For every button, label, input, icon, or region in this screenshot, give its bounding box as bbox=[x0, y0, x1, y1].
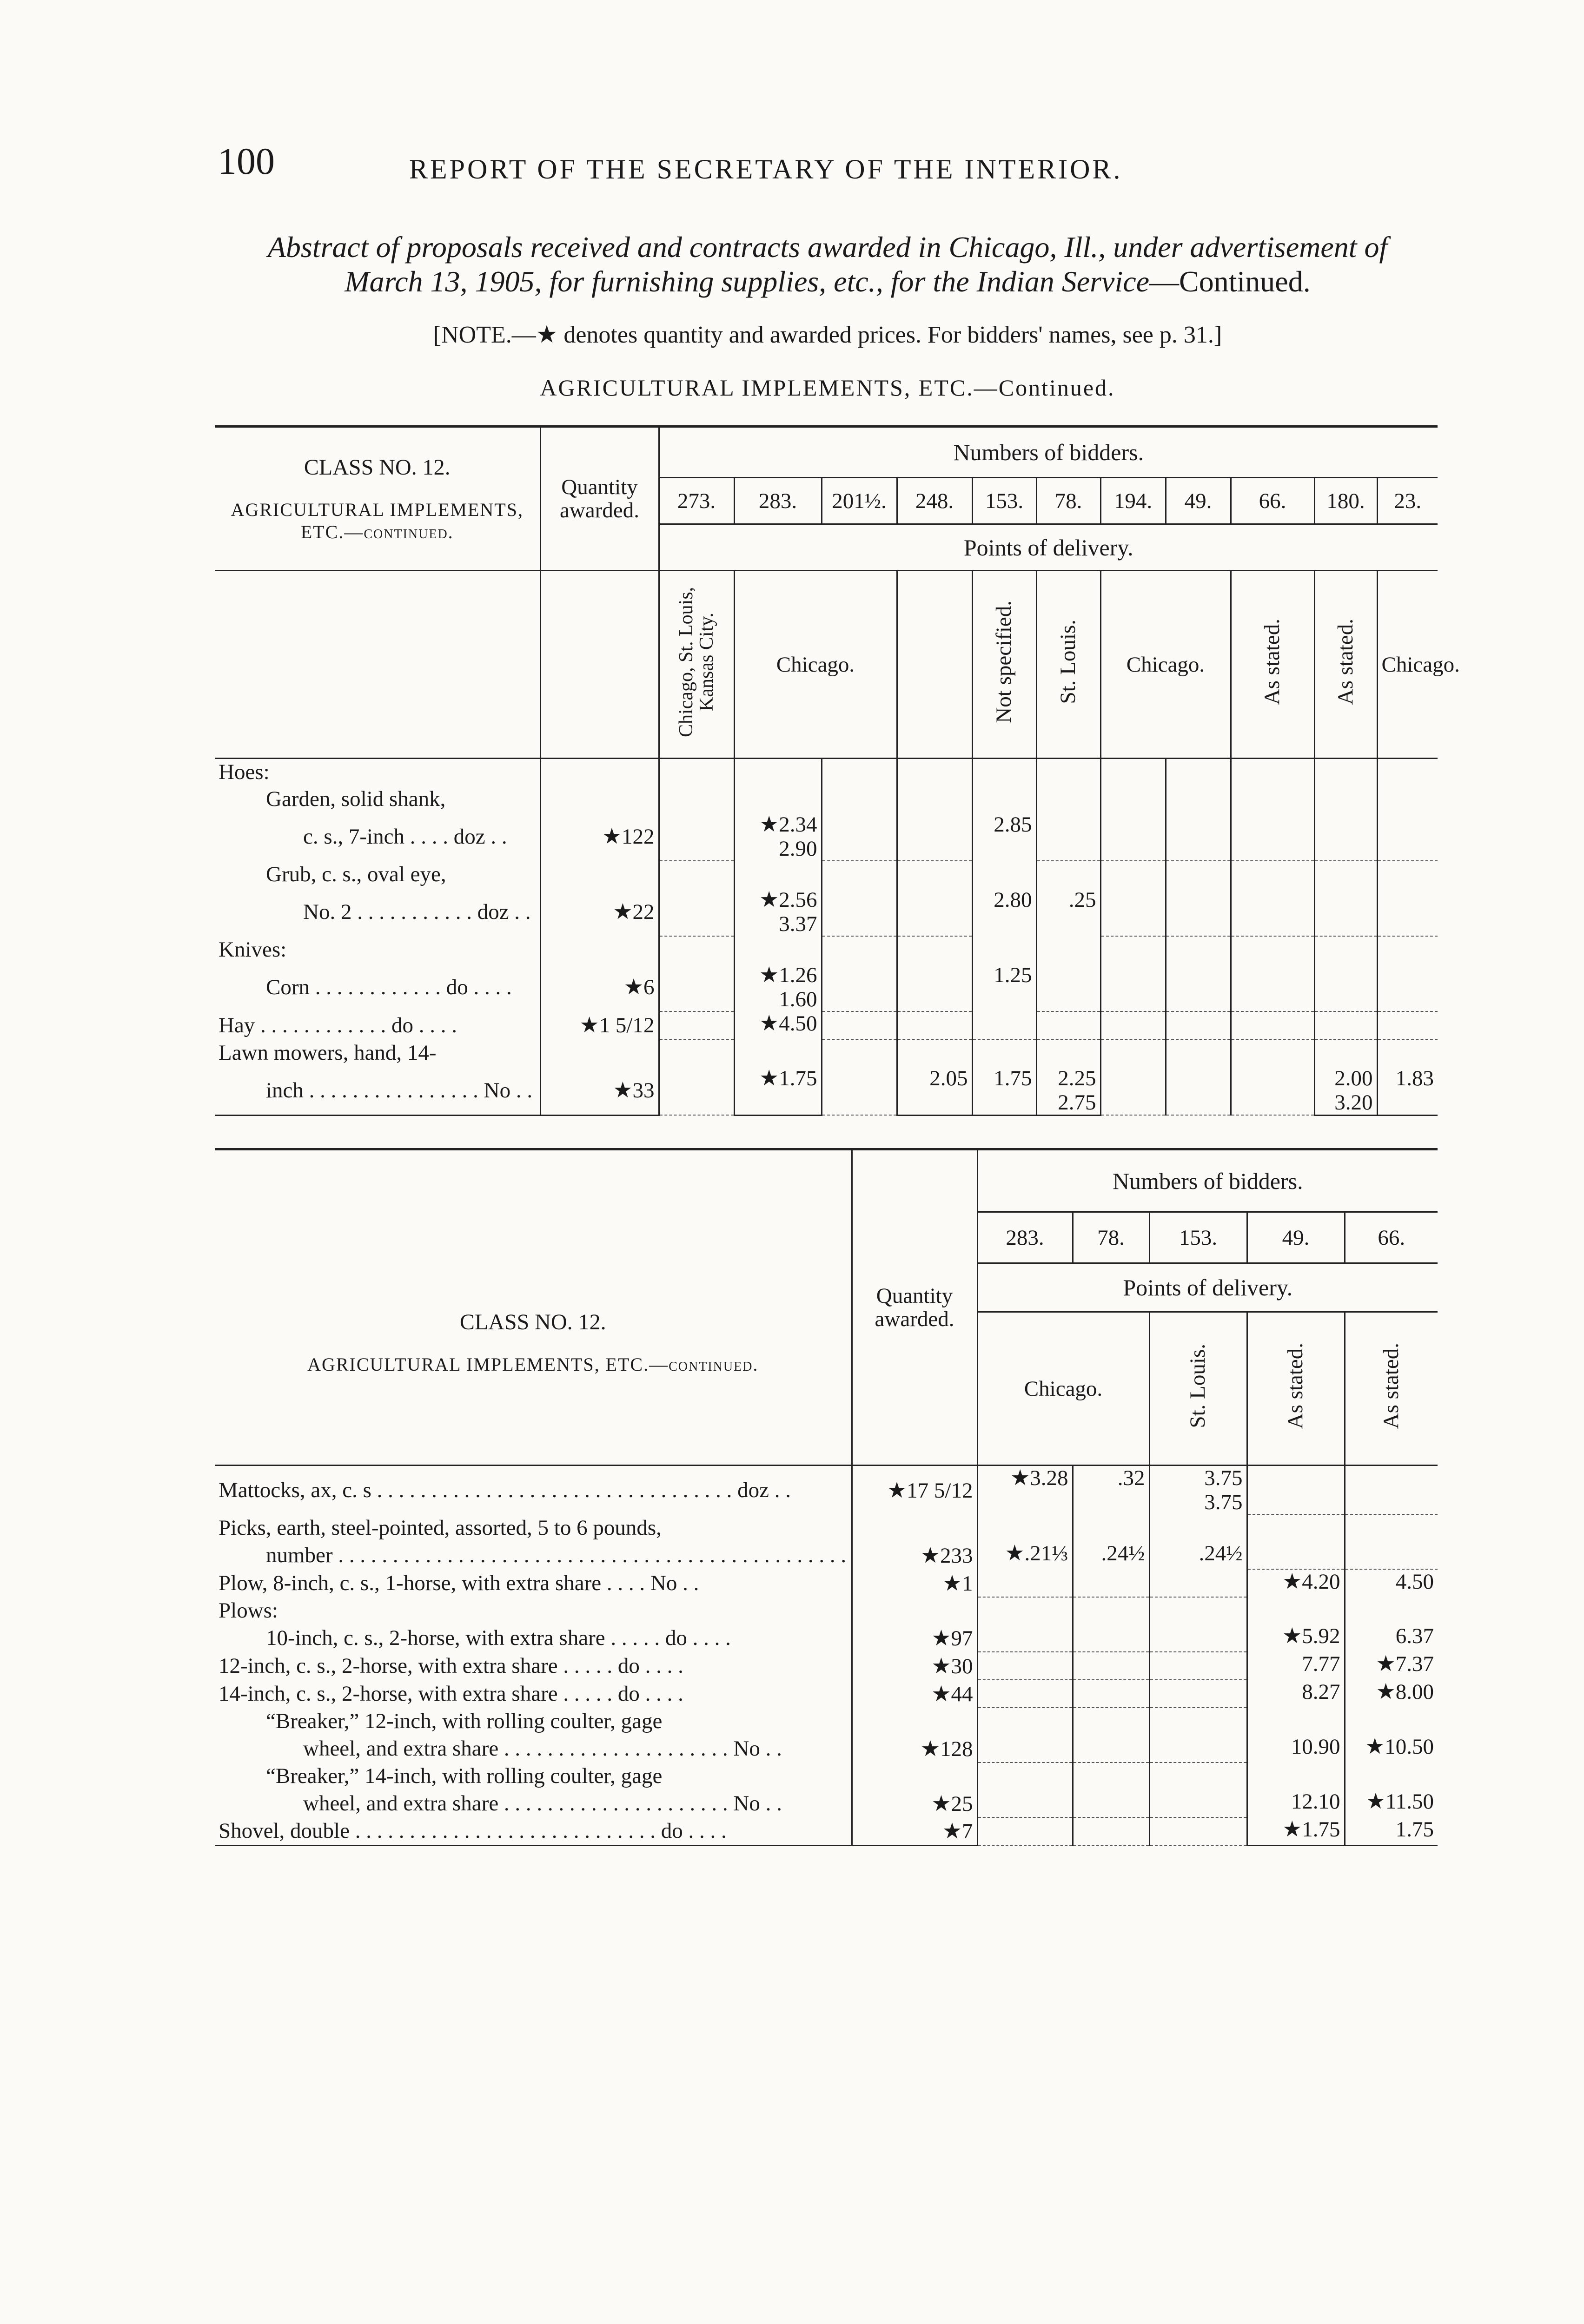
price-cell bbox=[1036, 786, 1100, 812]
price-cell bbox=[972, 786, 1036, 812]
quantity-cell bbox=[852, 1763, 977, 1789]
price-cell: 4.50 bbox=[1345, 1569, 1438, 1597]
delivery-point: As stated. bbox=[1333, 618, 1358, 705]
row-label: Mattocks, ax, c. s . . . . . . . . . . . . . . . . . . . . . . . . . . . . . . . . . doz . . bbox=[219, 1478, 791, 1502]
bidder-number: 283. bbox=[734, 478, 822, 524]
delivery-header-2: Points of delivery. bbox=[977, 1263, 1438, 1312]
table-row bbox=[215, 1066, 1438, 1116]
row-label: Hoes: bbox=[219, 760, 270, 785]
delivery-point: As stated. bbox=[1260, 618, 1285, 705]
price-cell: ★2.56 3.37 bbox=[734, 888, 822, 936]
price-cell bbox=[977, 1597, 1073, 1624]
price-cell bbox=[1073, 1763, 1149, 1789]
class-header-1: CLASS NO. 12. AGRICULTURAL IMPLEMENTS, ETC.—continued. bbox=[215, 427, 540, 571]
price-cell bbox=[822, 963, 897, 1011]
price-cell: ★1.26 1.60 bbox=[734, 963, 822, 1011]
price-cell bbox=[1149, 1763, 1247, 1789]
price-cell bbox=[1345, 1763, 1438, 1789]
price-cell bbox=[1166, 812, 1231, 861]
quantity-cell: ★1 5/12 bbox=[540, 1011, 659, 1039]
delivery-row-1 bbox=[215, 571, 1438, 759]
subtitle-line-1: Abstract of proposals received and contracts awarded in Chicago, Ill., under advertisement of bbox=[267, 231, 1388, 264]
quantity-cell bbox=[852, 1708, 977, 1735]
price-cell bbox=[1100, 812, 1166, 861]
price-cell bbox=[659, 963, 734, 1011]
price-cell bbox=[1073, 1652, 1149, 1680]
price-cell bbox=[1314, 786, 1377, 812]
row-label: 10-inch, c. s., 2-horse, with extra share . . . . . do . . . . bbox=[266, 1626, 731, 1650]
price-cell bbox=[822, 936, 897, 963]
price-cell bbox=[1036, 963, 1100, 1011]
price-cell bbox=[1100, 936, 1166, 963]
row-label: Hay . . . . . . . . . . . . do . . . . bbox=[219, 1013, 457, 1037]
price-cell: 2.85 bbox=[972, 812, 1036, 861]
price-cell bbox=[897, 759, 972, 786]
price-cell: ★4.50 bbox=[734, 1011, 822, 1039]
price-cell: 2.00 3.20 bbox=[1314, 1066, 1377, 1116]
row-label: Knives: bbox=[219, 937, 287, 962]
price-cell bbox=[1166, 1039, 1231, 1066]
table-row bbox=[215, 1708, 1438, 1735]
price-cell: 2.05 bbox=[897, 1066, 972, 1116]
table-row bbox=[215, 1789, 1438, 1817]
price-cell bbox=[1036, 812, 1100, 861]
price-cell bbox=[1231, 759, 1314, 786]
price-cell bbox=[897, 861, 972, 888]
price-cell bbox=[1073, 1514, 1149, 1541]
price-cell bbox=[1149, 1569, 1247, 1597]
bidder-number: 78. bbox=[1073, 1212, 1149, 1263]
price-cell bbox=[1036, 759, 1100, 786]
price-cell: 1.75 bbox=[972, 1066, 1036, 1116]
bidder-number: 66. bbox=[1231, 478, 1314, 524]
price-cell bbox=[1100, 963, 1166, 1011]
price-cell bbox=[659, 1066, 734, 1116]
price-cell bbox=[1100, 861, 1166, 888]
bidder-number: 49. bbox=[1247, 1212, 1345, 1263]
price-cell bbox=[822, 1039, 897, 1066]
delivery-point: Chicago. bbox=[1100, 571, 1231, 759]
price-cell bbox=[1149, 1514, 1247, 1541]
price-cell: ★11.50 bbox=[1345, 1789, 1438, 1817]
page-number: 100 bbox=[218, 140, 275, 182]
quantity-cell: ★1 bbox=[852, 1569, 977, 1597]
quantity-cell: ★44 bbox=[852, 1680, 977, 1708]
price-cell bbox=[972, 759, 1036, 786]
table-agricultural-2 bbox=[215, 1148, 1438, 1846]
price-cell bbox=[822, 786, 897, 812]
price-cell bbox=[1247, 1466, 1345, 1515]
price-cell bbox=[1231, 1039, 1314, 1066]
delivery-point: Not specified. bbox=[992, 600, 1016, 723]
price-cell bbox=[1231, 936, 1314, 963]
price-cell bbox=[1231, 812, 1314, 861]
price-cell bbox=[1149, 1597, 1247, 1624]
price-cell bbox=[1149, 1624, 1247, 1652]
row-label: Corn . . . . . . . . . . . . do . . . . bbox=[266, 975, 512, 999]
quantity-cell: ★233 bbox=[852, 1541, 977, 1569]
price-cell bbox=[977, 1735, 1073, 1763]
price-cell bbox=[1345, 1708, 1438, 1735]
price-cell: 6.37 bbox=[1345, 1624, 1438, 1652]
price-cell: 7.77 bbox=[1247, 1652, 1345, 1680]
quantity-cell: ★122 bbox=[540, 812, 659, 861]
price-cell bbox=[1314, 759, 1377, 786]
price-cell bbox=[1073, 1789, 1149, 1817]
bidder-number: 283. bbox=[977, 1212, 1073, 1263]
table-agricultural-1 bbox=[215, 425, 1460, 1116]
price-cell bbox=[1231, 1011, 1314, 1039]
price-cell bbox=[1314, 861, 1377, 888]
price-cell bbox=[1247, 1597, 1345, 1624]
price-cell bbox=[1314, 812, 1377, 861]
price-cell bbox=[1100, 1011, 1166, 1039]
delivery-header-1: Points of delivery. bbox=[659, 524, 1438, 571]
quantity-cell bbox=[540, 1039, 659, 1066]
price-cell bbox=[977, 1708, 1073, 1735]
row-label: inch . . . . . . . . . . . . . . . . No . . bbox=[215, 1066, 540, 1116]
table-row bbox=[215, 1011, 1438, 1039]
price-cell: ★8.00 bbox=[1345, 1680, 1438, 1708]
row-label: Picks, earth, steel-pointed, assorted, 5 to 6 pounds, bbox=[219, 1516, 662, 1540]
quantity-cell: ★128 bbox=[852, 1735, 977, 1763]
table-row bbox=[215, 759, 1438, 786]
price-cell bbox=[1345, 1541, 1438, 1569]
table-row bbox=[215, 1514, 1438, 1541]
price-cell bbox=[822, 1011, 897, 1039]
price-cell bbox=[1100, 759, 1166, 786]
price-cell: 2.80 bbox=[972, 888, 1036, 936]
price-cell: ★7.37 bbox=[1345, 1652, 1438, 1680]
delivery-point: Chicago. bbox=[977, 1312, 1149, 1466]
price-cell bbox=[1247, 1541, 1345, 1569]
price-cell bbox=[1166, 936, 1231, 963]
row-label: wheel, and extra share . . . . . . . . . . . . . . . . . . . . . No . . bbox=[303, 1791, 782, 1816]
price-cell bbox=[1036, 936, 1100, 963]
price-cell bbox=[734, 1039, 822, 1066]
price-cell: ★3.28 bbox=[977, 1466, 1073, 1515]
quantity-cell: ★97 bbox=[852, 1624, 977, 1652]
price-cell bbox=[1231, 888, 1314, 936]
row-label: Plow, 8-inch, c. s., 1-horse, with extra share . . . . No . . bbox=[219, 1571, 699, 1595]
price-cell bbox=[659, 861, 734, 888]
row-label: Plows: bbox=[219, 1598, 278, 1623]
row-label: c. s., 7-inch . . . . doz . . bbox=[303, 824, 507, 849]
price-cell bbox=[972, 861, 1036, 888]
price-cell bbox=[1231, 963, 1314, 1011]
price-cell bbox=[897, 936, 972, 963]
table-row bbox=[215, 888, 1438, 936]
price-cell: ★1.75 bbox=[1247, 1817, 1345, 1845]
bidder-number: 248. bbox=[897, 478, 972, 524]
price-cell bbox=[1073, 1680, 1149, 1708]
quantity-cell: ★33 bbox=[540, 1066, 659, 1116]
price-cell: 10.90 bbox=[1247, 1735, 1345, 1763]
table-row bbox=[215, 1039, 1438, 1066]
price-cell bbox=[1036, 1039, 1100, 1066]
quantity-cell: ★17 5/12 bbox=[852, 1466, 977, 1515]
table-row bbox=[215, 1624, 1438, 1652]
price-cell bbox=[1166, 861, 1231, 888]
price-cell bbox=[1166, 963, 1231, 1011]
price-cell bbox=[1073, 1708, 1149, 1735]
price-cell bbox=[1073, 1569, 1149, 1597]
delivery-point: Chicago. bbox=[734, 571, 897, 759]
price-cell bbox=[1073, 1817, 1149, 1845]
price-cell bbox=[1247, 1708, 1345, 1735]
price-cell bbox=[1166, 786, 1231, 812]
price-cell bbox=[1073, 1624, 1149, 1652]
price-cell bbox=[1377, 936, 1438, 963]
price-cell bbox=[1314, 1011, 1377, 1039]
price-cell bbox=[1345, 1514, 1438, 1541]
price-cell bbox=[1166, 1066, 1231, 1116]
price-cell bbox=[1149, 1789, 1247, 1817]
price-cell: 1.25 bbox=[972, 963, 1036, 1011]
price-cell bbox=[1100, 1039, 1166, 1066]
price-cell: 1.83 bbox=[1377, 1066, 1438, 1116]
price-cell bbox=[1166, 759, 1231, 786]
price-cell bbox=[897, 786, 972, 812]
bidder-number: 78. bbox=[1036, 478, 1100, 524]
price-cell bbox=[1231, 786, 1314, 812]
price-cell: ★4.20 bbox=[1247, 1569, 1345, 1597]
bidder-number: 194. bbox=[1100, 478, 1166, 524]
row-label: “Breaker,” 14-inch, with rolling coulter, gage bbox=[266, 1764, 663, 1788]
row-label: 14-inch, c. s., 2-horse, with extra share . . . . . do . . . . bbox=[219, 1682, 683, 1706]
class-header-2: CLASS NO. 12. AGRICULTURAL IMPLEMENTS, ETC.—continued. bbox=[215, 1149, 852, 1466]
quantity-cell bbox=[852, 1597, 977, 1624]
quantity-cell: ★30 bbox=[852, 1652, 977, 1680]
price-cell: ★1.75 bbox=[734, 1066, 822, 1116]
abstract-subtitle bbox=[195, 230, 1460, 299]
bidders-header-1: Numbers of bidders. bbox=[659, 427, 1438, 478]
price-cell bbox=[972, 1039, 1036, 1066]
bidder-number: 153. bbox=[972, 478, 1036, 524]
price-cell bbox=[977, 1680, 1073, 1708]
price-cell: ★10.50 bbox=[1345, 1735, 1438, 1763]
delivery-point: St. Louis. bbox=[1186, 1343, 1210, 1428]
price-cell bbox=[659, 936, 734, 963]
price-cell bbox=[972, 1011, 1036, 1039]
price-cell bbox=[1149, 1680, 1247, 1708]
price-cell bbox=[822, 1066, 897, 1116]
table-body-1 bbox=[215, 759, 1438, 1116]
price-cell bbox=[1377, 812, 1438, 861]
price-cell bbox=[897, 963, 972, 1011]
price-cell bbox=[1314, 888, 1377, 936]
price-cell bbox=[1345, 1597, 1438, 1624]
price-cell bbox=[659, 1039, 734, 1066]
price-cell: .24½ bbox=[1149, 1541, 1247, 1569]
price-cell bbox=[822, 888, 897, 936]
price-cell bbox=[1100, 888, 1166, 936]
table-row bbox=[215, 786, 1438, 812]
price-cell bbox=[822, 759, 897, 786]
row-label: No. 2 . . . . . . . . . . . doz . . bbox=[303, 899, 531, 924]
price-cell: ★5.92 bbox=[1247, 1624, 1345, 1652]
bidder-number: 49. bbox=[1166, 478, 1231, 524]
note: [NOTE.—★ denotes quantity and awarded prices. For bidders' names, see p. 31.] bbox=[433, 322, 1222, 348]
price-cell bbox=[1377, 963, 1438, 1011]
price-cell bbox=[1314, 963, 1377, 1011]
table-row bbox=[215, 1680, 1438, 1708]
price-cell bbox=[1247, 1514, 1345, 1541]
bidder-number: 23. bbox=[1377, 478, 1438, 524]
bidder-number: 180. bbox=[1314, 478, 1377, 524]
quantity-cell: ★25 bbox=[852, 1789, 977, 1817]
row-label: 12-inch, c. s., 2-horse, with extra share . . . . . do . . . . bbox=[219, 1654, 683, 1678]
quantity-cell bbox=[540, 861, 659, 888]
price-cell bbox=[1073, 1597, 1149, 1624]
section-title: AGRICULTURAL IMPLEMENTS, ETC.—Continued. bbox=[540, 375, 1115, 401]
delivery-point: Chicago. bbox=[1377, 571, 1438, 759]
table-row bbox=[215, 963, 1438, 1011]
price-cell bbox=[1073, 1735, 1149, 1763]
quantity-cell: ★7 bbox=[852, 1817, 977, 1845]
price-cell bbox=[897, 1011, 972, 1039]
price-cell bbox=[1314, 936, 1377, 963]
price-cell bbox=[977, 1817, 1073, 1845]
price-cell bbox=[659, 1011, 734, 1039]
row-label: “Breaker,” 12-inch, with rolling coulter, gage bbox=[266, 1709, 663, 1733]
price-cell bbox=[1377, 1011, 1438, 1039]
table-row bbox=[215, 1763, 1438, 1789]
price-cell: .32 bbox=[1073, 1466, 1149, 1515]
price-cell bbox=[977, 1624, 1073, 1652]
quantity-cell: ★22 bbox=[540, 888, 659, 936]
price-cell: ★.21⅓ bbox=[977, 1541, 1073, 1569]
price-cell bbox=[822, 861, 897, 888]
delivery-point: As stated. bbox=[1283, 1342, 1308, 1429]
delivery-point: Chicago, St. Louis, Kansas City. bbox=[675, 587, 717, 737]
price-cell bbox=[1149, 1735, 1247, 1763]
quantity-cell bbox=[852, 1514, 977, 1541]
price-cell bbox=[659, 759, 734, 786]
price-cell: 1.75 bbox=[1345, 1817, 1438, 1845]
price-cell bbox=[1149, 1708, 1247, 1735]
price-cell bbox=[1149, 1652, 1247, 1680]
table-row bbox=[215, 812, 1438, 861]
price-cell bbox=[1036, 1011, 1100, 1039]
price-cell bbox=[1247, 1763, 1345, 1789]
price-cell: 12.10 bbox=[1247, 1789, 1345, 1817]
table-row bbox=[215, 936, 1438, 963]
price-cell: 3.75 3.75 bbox=[1149, 1466, 1247, 1515]
row-label: wheel, and extra share . . . . . . . . . . . . . . . . . . . . . No . . bbox=[303, 1736, 782, 1761]
row-label: Lawn mowers, hand, 14- bbox=[219, 1040, 437, 1065]
price-cell bbox=[1149, 1817, 1247, 1845]
price-cell bbox=[1036, 861, 1100, 888]
quantity-cell bbox=[540, 936, 659, 963]
bidder-number: 201½. bbox=[822, 478, 897, 524]
row-label: number . . . . . . . . . . . . . . . . . . . . . . . . . . . . . . . . . . . . . . . . . . . . . . . bbox=[266, 1543, 847, 1567]
price-cell bbox=[1166, 1011, 1231, 1039]
price-cell: .24½ bbox=[1073, 1541, 1149, 1569]
price-cell bbox=[1377, 786, 1438, 812]
table-row bbox=[215, 861, 1438, 888]
price-cell: 2.25 2.75 bbox=[1036, 1066, 1100, 1116]
price-cell bbox=[734, 861, 822, 888]
price-cell bbox=[897, 888, 972, 936]
price-cell bbox=[897, 1039, 972, 1066]
price-cell bbox=[972, 936, 1036, 963]
bidder-number: 273. bbox=[659, 478, 734, 524]
price-cell bbox=[734, 759, 822, 786]
price-cell bbox=[659, 812, 734, 861]
price-cell bbox=[1377, 861, 1438, 888]
price-cell bbox=[977, 1763, 1073, 1789]
row-label: Garden, solid shank, bbox=[266, 786, 446, 811]
price-cell bbox=[1345, 1466, 1438, 1515]
table-row bbox=[215, 1569, 1438, 1597]
price-cell: 8.27 bbox=[1247, 1680, 1345, 1708]
quantity-cell bbox=[540, 759, 659, 786]
bidder-number: 153. bbox=[1149, 1212, 1247, 1263]
table-row bbox=[215, 1817, 1438, 1845]
bidder-number: 66. bbox=[1345, 1212, 1438, 1263]
price-cell bbox=[1377, 1039, 1438, 1066]
price-cell bbox=[822, 812, 897, 861]
table-row bbox=[215, 1735, 1438, 1763]
price-cell bbox=[1377, 759, 1438, 786]
row-label: Grub, c. s., oval eye, bbox=[266, 862, 446, 886]
price-cell: .25 bbox=[1036, 888, 1100, 936]
price-cell bbox=[977, 1789, 1073, 1817]
qty-header-2: Quantity awarded. bbox=[852, 1149, 977, 1466]
quantity-cell bbox=[540, 786, 659, 812]
row-label: Shovel, double . . . . . . . . . . . . . . . . . . . . . . . . . . . . do . . . . bbox=[215, 1817, 852, 1845]
table-row bbox=[215, 1541, 1438, 1569]
price-cell bbox=[734, 786, 822, 812]
price-cell bbox=[734, 936, 822, 963]
price-cell: ★2.34 2.90 bbox=[734, 812, 822, 861]
table-body-2 bbox=[215, 1466, 1438, 1846]
table-row bbox=[215, 1466, 1438, 1515]
table-row bbox=[215, 1652, 1438, 1680]
delivery-point: As stated. bbox=[1379, 1342, 1404, 1429]
price-cell bbox=[897, 812, 972, 861]
bidders-header-2: Numbers of bidders. bbox=[977, 1149, 1438, 1212]
price-cell bbox=[1100, 786, 1166, 812]
price-cell bbox=[1231, 861, 1314, 888]
price-cell bbox=[1166, 888, 1231, 936]
price-cell bbox=[1100, 1066, 1166, 1116]
price-cell bbox=[977, 1652, 1073, 1680]
delivery-point: St. Louis. bbox=[1056, 619, 1080, 704]
qty-header-1: Quantity awarded. bbox=[540, 427, 659, 571]
price-cell bbox=[659, 786, 734, 812]
running-title: REPORT OF THE SECRETARY OF THE INTERIOR. bbox=[409, 154, 1123, 185]
price-cell bbox=[1377, 888, 1438, 936]
price-cell bbox=[1231, 1066, 1314, 1116]
price-cell bbox=[659, 888, 734, 936]
price-cell bbox=[1314, 1039, 1377, 1066]
price-cell bbox=[977, 1514, 1073, 1541]
quantity-cell: ★6 bbox=[540, 963, 659, 1011]
table-row bbox=[215, 1597, 1438, 1624]
price-cell bbox=[977, 1569, 1073, 1597]
subtitle-line-2: March 13, 1905, for furnishing supplies, etc., for the Indian Service—Continued. bbox=[345, 265, 1311, 298]
